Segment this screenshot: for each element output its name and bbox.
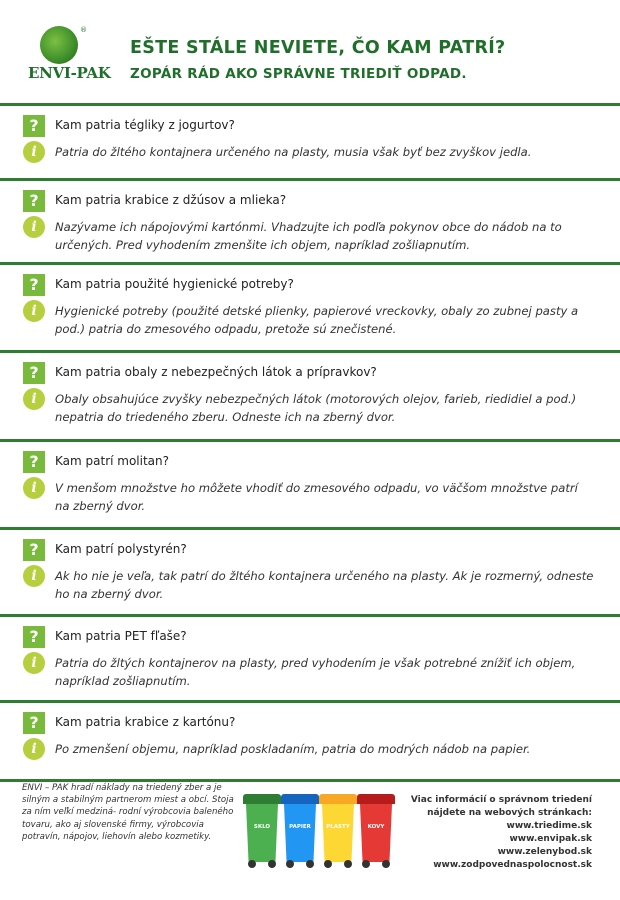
- link-zelenybod[interactable]: www.zelenybod.sk: [497, 847, 592, 857]
- info-icon: i: [23, 565, 45, 587]
- question-mark-icon: ?: [23, 274, 45, 296]
- bin-lid: [281, 794, 319, 804]
- footer-info-intro-2: nájdete na webových stránkach:: [427, 808, 592, 818]
- question-mark-icon: ?: [23, 190, 45, 212]
- answer-text: V menšom množstve ho môžete vhodiť do zmesového odpadu, vo väčšom množstve patrí na zberný dvor.: [55, 481, 578, 513]
- question-mark-icon: ?: [23, 626, 45, 648]
- page-subtitle: ZOPÁR RÁD AKO SPRÁVNE TRIEDIŤ ODPAD.: [130, 66, 467, 82]
- bin-label: KOVY: [367, 824, 385, 830]
- question-mark-icon: ?: [23, 712, 45, 734]
- section-divider: [0, 700, 620, 703]
- answer-text: Hygienické potreby (použité detské plienky, papierové vreckovky, obaly zo zubnej pasty a pod.) patria do zmesového odpadu, pretože sú znečistené.: [55, 304, 579, 336]
- footer-info: [362, 794, 592, 872]
- info-icon: i: [23, 216, 45, 238]
- bin-body: [284, 804, 316, 862]
- section-divider: [0, 350, 620, 353]
- question-text: Kam patria obaly z nebezpečných látok a prípravkov?: [55, 365, 377, 379]
- question-row: [23, 712, 603, 734]
- question-row: [23, 362, 603, 384]
- question-mark-icon: ?: [23, 451, 45, 473]
- question-row: [23, 539, 603, 561]
- question-mark-icon: ?: [23, 539, 45, 561]
- section-divider: [0, 439, 620, 442]
- question-row: [23, 274, 603, 296]
- envipak-logo[interactable]: [28, 26, 111, 98]
- bin-wheel: [286, 860, 294, 868]
- question-row: [23, 190, 603, 212]
- question-text: Kam patria tégliky z jogurtov?: [55, 118, 235, 132]
- question-text: Kam patria PET fľaše?: [55, 629, 187, 643]
- question-text: Kam patria použité hygienické potreby?: [55, 277, 294, 291]
- header: [0, 0, 620, 104]
- question-text: Kam patria krabice z kartónu?: [55, 715, 236, 729]
- question-text: Kam patrí polystyrén?: [55, 542, 187, 556]
- link-zodpovednaspolocnost[interactable]: www.zodpovednaspolocnost.sk: [433, 860, 592, 870]
- bin-label: PLASTY: [326, 824, 350, 830]
- bin-wheel: [248, 860, 256, 868]
- answer-text: Patria do žltého kontajnera určeného na plasty, musia však byť bez zvyškov jedla.: [55, 145, 532, 159]
- bin-wheel: [268, 860, 276, 868]
- answer-text: Nazývame ich nápojovými kartónmi. Vhadzujte ich podľa pokynov obce do nádob na to určených. Pred vyhodením zmenšite ich objem, napríklad zošliapnutím.: [55, 220, 562, 252]
- answer-text: Ak ho nie je veľa, tak patrí do žltého kontajnera určeného na plasty. Ak je rozmerný, odneste ho na zberný dvor.: [55, 569, 594, 601]
- bin-wheel: [344, 860, 352, 868]
- question-row: [23, 626, 603, 648]
- link-envipak[interactable]: www.envipak.sk: [509, 834, 592, 844]
- info-icon: i: [23, 141, 45, 163]
- logo-text: ENVI-PAK: [28, 64, 111, 82]
- section-divider: [0, 527, 620, 530]
- answer-text: Patria do žltých kontajnerov na plasty, pred vyhodením je však potrebné znížiť ich objem, napríklad zošliapnutím.: [55, 656, 576, 688]
- link-triedime[interactable]: www.triedime.sk: [506, 821, 592, 831]
- answer-text: Obaly obsahujúce zvyšky nebezpečných látok (motorových olejov, farieb, riedidiel a pod.) nepatria do triedeného zberu. Odneste ich na zberný dvor.: [55, 392, 577, 424]
- waste-bin-icon: [321, 802, 355, 868]
- question-text: Kam patria krabice z džúsov a mlieka?: [55, 193, 287, 207]
- waste-bin-icon: [245, 802, 279, 868]
- section-divider: [0, 262, 620, 265]
- registered-mark: ®: [80, 26, 87, 34]
- section-divider: [0, 178, 620, 181]
- question-row: [23, 451, 603, 473]
- bin-wheel: [306, 860, 314, 868]
- footer-about-text: ENVI – PAK hradí náklady na triedený zber a je silným a stabilným partnerom miest a obcí. Stoja za ním veľkí medziná- rodní výrobcovia baleného tovaru, ako aj slovenské firmy, výrobcovia potravín, nápojov, liehovín alebo kozmetiky.: [22, 783, 234, 842]
- bin-lid: [243, 794, 281, 804]
- bin-label: SKLO: [253, 824, 271, 830]
- bin-body: [246, 804, 278, 862]
- section-divider: [0, 103, 620, 106]
- question-row: [23, 115, 603, 137]
- question-mark-icon: ?: [23, 362, 45, 384]
- bin-body: [322, 804, 354, 862]
- info-icon: i: [23, 652, 45, 674]
- bin-wheel: [324, 860, 332, 868]
- waste-bin-icon: [283, 802, 317, 868]
- section-divider: [0, 779, 620, 782]
- bin-label: PAPIER: [289, 824, 311, 830]
- footer-info-intro-1: Viac informácií o správnom triedení: [410, 795, 592, 805]
- question-mark-icon: ?: [23, 115, 45, 137]
- section-divider: [0, 614, 620, 617]
- recycle-leaf-icon: [40, 26, 78, 64]
- page-title: EŠTE STÁLE NEVIETE, ČO KAM PATRÍ?: [130, 38, 506, 58]
- bin-lid: [319, 794, 357, 804]
- question-text: Kam patrí molitan?: [55, 454, 170, 468]
- info-icon: i: [23, 300, 45, 322]
- info-icon: i: [23, 738, 45, 760]
- answer-text: Po zmenšení objemu, napríklad poskladaním, patria do modrých nádob na papier.: [55, 742, 531, 756]
- info-icon: i: [23, 388, 45, 410]
- info-icon: i: [23, 477, 45, 499]
